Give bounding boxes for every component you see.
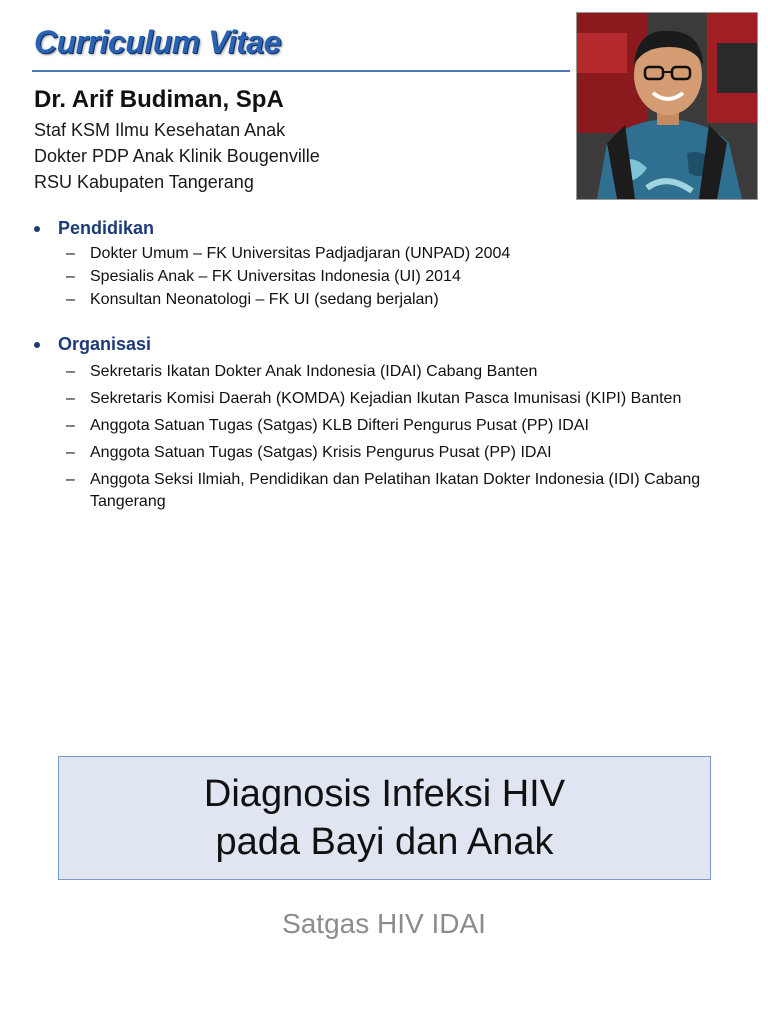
title-divider	[32, 70, 570, 72]
list-item	[32, 388, 752, 410]
list-item-text: Anggota Seksi Ilmiah, Pendidikan dan Pelatihan Ikatan Dokter Indonesia (IDI) Cabang Tangerang	[90, 471, 701, 510]
dash-icon: –	[66, 390, 75, 407]
list-item	[32, 469, 720, 513]
list-item	[32, 442, 752, 464]
list-item	[32, 243, 752, 265]
dash-icon: –	[66, 245, 75, 262]
organization-section	[32, 334, 752, 513]
bullet-icon	[34, 342, 40, 348]
list-item-text: Spesialis Anak – FK Universitas Indonesia (UI) 2014	[90, 268, 461, 285]
presentation-title-box	[58, 756, 711, 880]
affiliation-line: Dokter PDP Anak Klinik Bougenville	[34, 146, 320, 166]
dash-icon: –	[66, 471, 75, 488]
list-item	[32, 289, 752, 311]
list-item-text: Anggota Satuan Tugas (Satgas) KLB Difteri Pengurus Pusat (PP) IDAI	[90, 417, 589, 434]
list-item-text: Anggota Satuan Tugas (Satgas) Krisis Pengurus Pusat (PP) IDAI	[90, 444, 552, 461]
dash-icon: –	[66, 291, 75, 308]
list-item-text: Sekretaris Komisi Daerah (KOMDA) Kejadian Ikutan Pasca Imunisasi (KIPI) Banten	[90, 390, 682, 407]
list-item	[32, 415, 752, 437]
presentation-title-line: pada Bayi dan Anak	[215, 821, 554, 863]
list-item-text: Sekretaris Ikatan Dokter Anak Indonesia (IDAI) Cabang Banten	[90, 363, 538, 380]
list-item-text: Konsultan Neonatologi – FK UI (sedang berjalan)	[90, 291, 439, 308]
presentation-title-line: Diagnosis Infeksi HIV	[203, 773, 566, 815]
section-heading-label: Pendidikan	[58, 218, 155, 238]
education-section	[32, 218, 752, 311]
affiliation-line: Staf KSM Ilmu Kesehatan Anak	[34, 120, 286, 140]
presentation-subtitle: Satgas HIV IDAI	[282, 908, 486, 939]
profile-photo	[576, 12, 758, 200]
cv-title: Curriculum Vitae	[34, 24, 281, 60]
dash-icon: –	[66, 363, 75, 380]
section-heading	[32, 334, 752, 355]
section-heading	[32, 218, 752, 239]
dash-icon: –	[66, 444, 75, 461]
dash-icon: –	[66, 417, 75, 434]
bullet-icon	[34, 226, 40, 232]
education-list	[32, 243, 752, 311]
section-heading-label: Organisasi	[58, 334, 152, 354]
person-name: Dr. Arif Budiman, SpA	[34, 86, 284, 113]
portrait-image	[577, 13, 757, 199]
organization-list	[32, 361, 752, 513]
list-item-text: Dokter Umum – FK Universitas Padjadjaran (UNPAD) 2004	[90, 245, 511, 262]
list-item	[32, 266, 752, 288]
affiliation-line: RSU Kabupaten Tangerang	[34, 172, 254, 192]
dash-icon: –	[66, 268, 75, 285]
list-item	[32, 361, 752, 383]
